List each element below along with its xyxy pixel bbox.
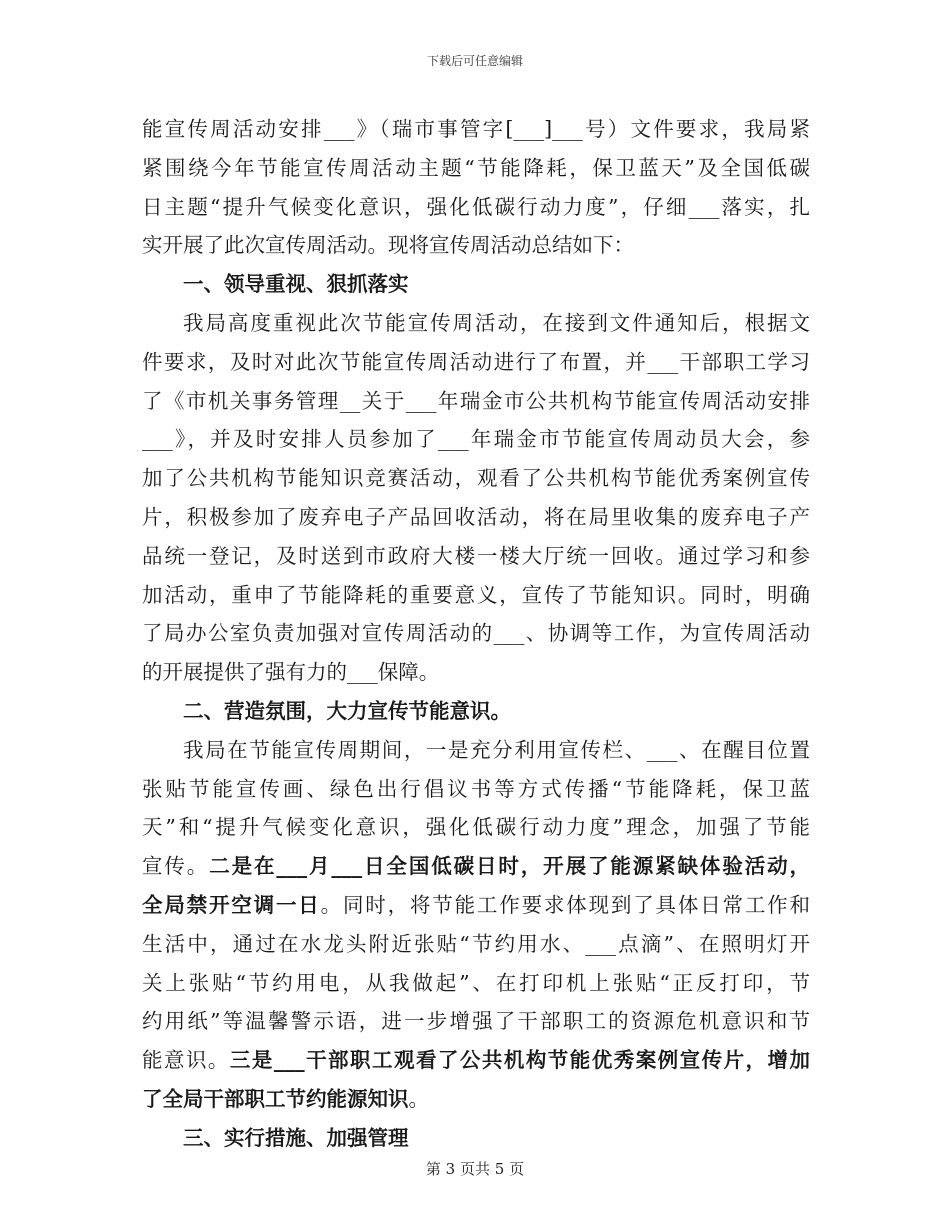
text-run: 宣传。: [142, 854, 210, 879]
paragraph: [142, 110, 810, 265]
text-run: 紧围绕今年节能宣传周活动主题“节能降耗，保卫蓝天”及全国低碳: [142, 155, 810, 180]
text-run: 件要求，及时对此次节能宣传周活动进行了布置，并___干部职工学习: [142, 349, 810, 374]
text-line: [142, 886, 810, 925]
text-line: [142, 808, 810, 847]
bold-text-run: 三是___干部职工观看了公共机构节能优秀案例宣传片，增加: [229, 1048, 811, 1073]
text-run: 了《市机关事务管理__关于___年瑞金市公共机构节能宣传周活动安排: [142, 388, 810, 413]
bold-text-run: 全局禁开空调一日: [142, 892, 321, 917]
bold-text-run: 二是在___月___日全国低碳日时，开展了能源紧缺体验活动，: [209, 854, 811, 879]
text-line: [142, 188, 810, 227]
text-line: [142, 110, 810, 149]
text-line: [142, 149, 810, 188]
text-line: [142, 1119, 810, 1158]
text-line: [142, 382, 810, 421]
text-run: 实开展了此次宣传周活动。现将宣传周活动总结如下：: [142, 233, 634, 258]
paragraph: [142, 304, 810, 692]
text-line: [142, 614, 810, 653]
section-heading: [142, 265, 810, 304]
text-line: [142, 653, 810, 692]
text-run: 我局在节能宣传周期间，一是充分利用宣传栏、___、在醒目位置: [183, 737, 810, 762]
text-line: [142, 731, 810, 770]
text-line: [142, 847, 810, 886]
text-line: [142, 770, 810, 809]
text-run: 了局办公室负责加强对宣传周活动的___、协调等工作，为宣传周活动: [142, 621, 810, 646]
bold-text-run: 三、实行措施、加强管理: [183, 1125, 409, 1150]
bold-text-run: 二、营造氛围，大力宣传节能意识。: [183, 698, 511, 723]
text-line: [142, 226, 810, 265]
text-line: [142, 576, 810, 615]
text-line: [142, 498, 810, 537]
page-header: 下载后可任意编辑: [426, 54, 523, 68]
text-line: [142, 420, 810, 459]
text-run: 日主题“提升气候变化意识，强化低碳行动力度”，仔细___落实，扎: [142, 194, 810, 219]
text-line: [142, 964, 810, 1003]
section-heading: [142, 692, 810, 731]
text-run: 。同时，将节能工作要求体现到了具体日常工作和: [320, 892, 811, 917]
text-line: [142, 343, 810, 382]
text-run: 约用纸”等温馨警示语，进一步增强了干部职工的资源危机意识和节: [142, 1009, 810, 1034]
text-run: 。: [408, 1086, 429, 1111]
text-run: 能宣传周活动安排___》（瑞市事管字[___]___号）文件要求，我局紧: [142, 117, 810, 141]
text-run: 天”和“提升气候变化意识，强化低碳行动力度”理念，加强了节能: [142, 815, 810, 840]
text-run: 能意识。: [142, 1048, 230, 1073]
text-run: 的开展提供了强有力的___保障。: [142, 660, 440, 685]
bold-text-run: 一、领导重视、狠抓落实: [183, 272, 409, 297]
text-line: [142, 1002, 810, 1041]
text-run: 加了公共机构节能知识竞赛活动，观看了公共机构节能优秀案例宣传: [142, 466, 810, 491]
text-run: 生活中，通过在水龙头附近张贴“节约用水、___点滴”、在照明灯开: [142, 931, 810, 956]
text-run: 关上张贴“节约用电，从我做起”、在打印机上张贴“正反打印，节: [142, 970, 810, 995]
text-line: [142, 304, 810, 343]
text-run: 片，积极参加了废弃电子产品回收活动，将在局里收集的废弃电子产: [142, 504, 810, 529]
text-run: 我局高度重视此次节能宣传周活动，在接到文件通知后，根据文: [183, 310, 810, 335]
text-run: 加活动，重申了节能降耗的重要意义，宣传了节能知识。同时，明确: [142, 582, 810, 607]
text-run: 张贴节能宣传画、绿色出行倡议书等方式传播“节能降耗，保卫蓝: [142, 776, 810, 801]
text-line: [142, 1080, 810, 1119]
text-line: [142, 925, 810, 964]
text-run: ___》，并及时安排人员参加了___年瑞金市节能宣传周动员大会，参: [142, 427, 810, 452]
text-run: 品统一登记，及时送到市政府大楼一楼大厅统一回收。通过学习和参: [142, 543, 810, 568]
text-line: [142, 1041, 810, 1080]
text-line: [142, 537, 810, 576]
bold-text-run: 了全局干部职工节约能源知识: [142, 1086, 409, 1111]
page-footer: 第 3 页共 5 页: [425, 1160, 525, 1178]
section-heading: [142, 1119, 810, 1158]
paragraph: [142, 731, 810, 1119]
text-line: [142, 265, 810, 304]
text-line: [142, 692, 810, 731]
text-line: [142, 459, 810, 498]
document-body: [142, 110, 810, 1158]
